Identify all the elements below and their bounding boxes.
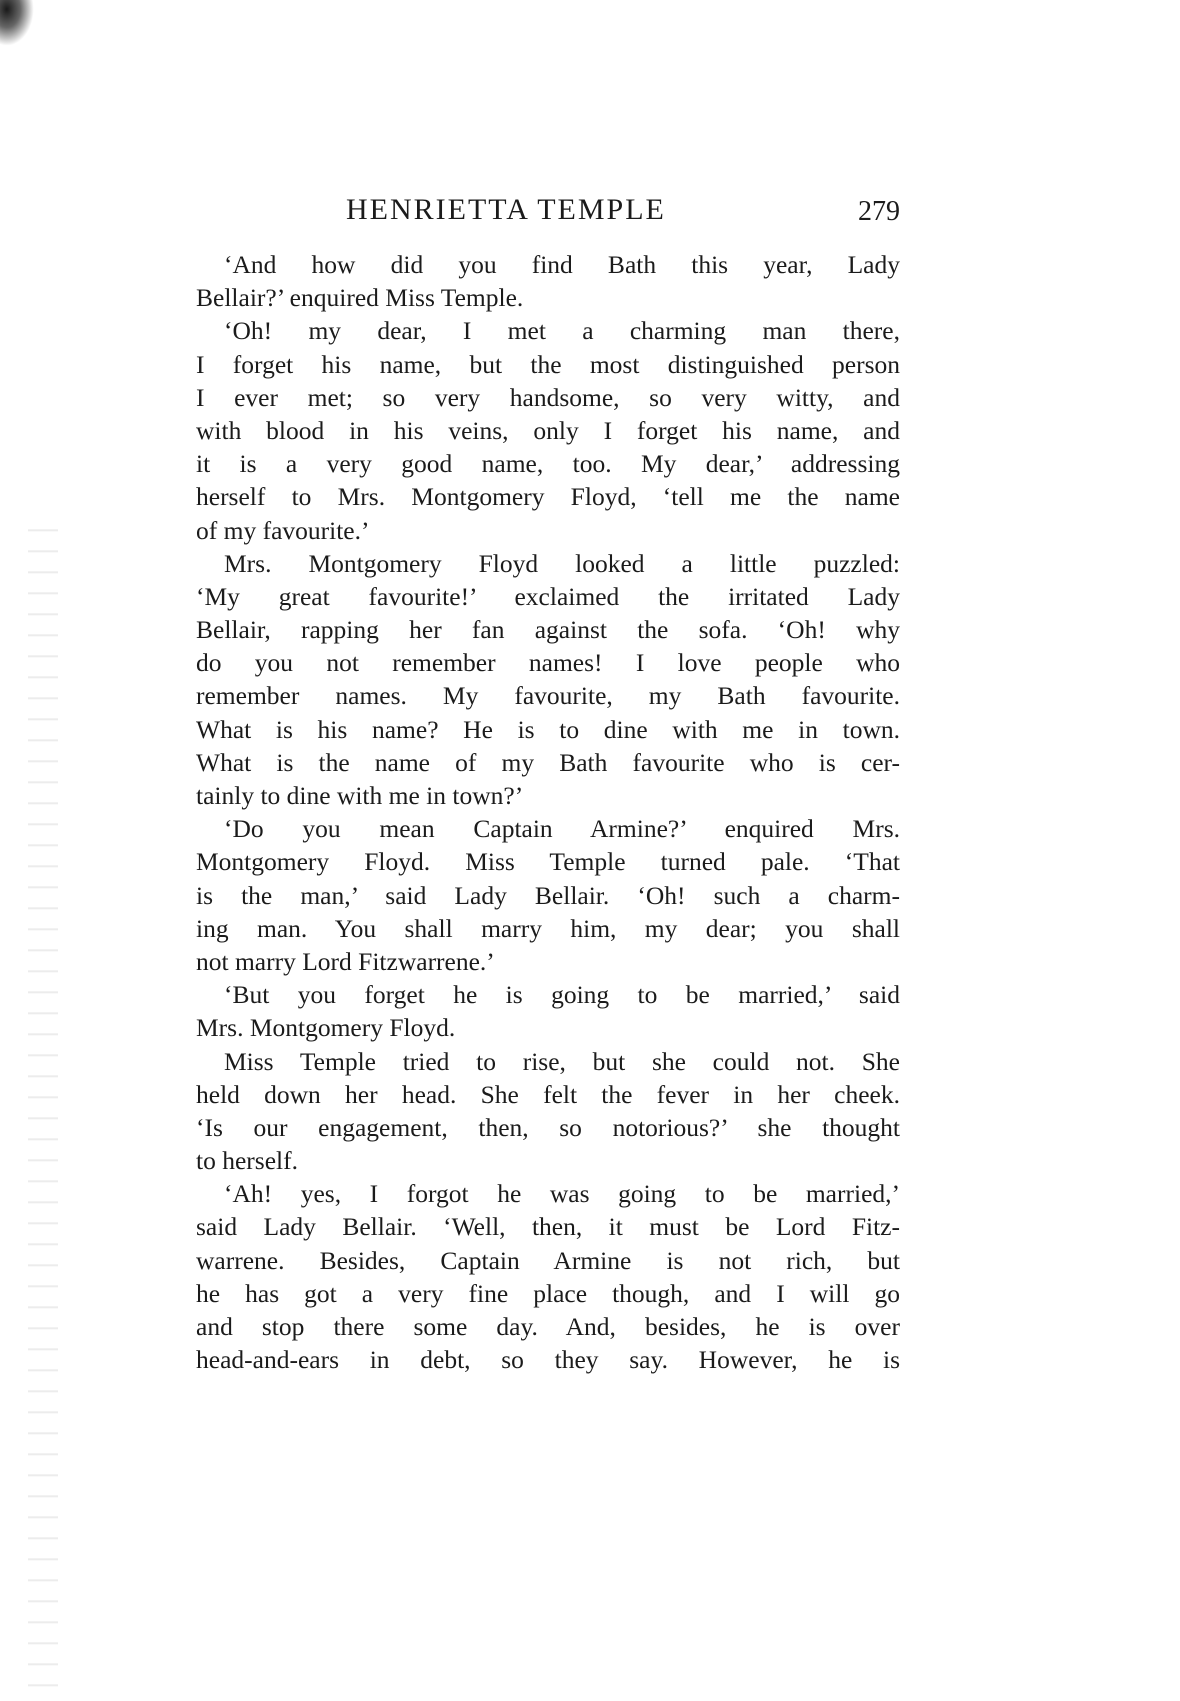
text-line: Bellair?’ enquired Miss Temple.	[196, 283, 524, 313]
text-line: ‘Is our engagement, then, so notorious?’ she thought	[196, 1112, 900, 1142]
text-line: ‘But you forget he is going to be married,’ said	[224, 980, 900, 1010]
text-line: herself to Mrs. Montgomery Floyd, ‘tell me the name	[196, 482, 900, 512]
text-line: I ever met; so very handsome, so very witty, and	[196, 382, 900, 412]
text-line: ing man. You shall marry him, my dear; you shall	[196, 913, 900, 943]
text-line: What is his name? He is to dine with me in town.	[196, 714, 900, 744]
text-line: ‘My great favourite!’ exclaimed the irritated Lady	[196, 581, 900, 611]
text-line: I forget his name, but the most distinguished person	[196, 349, 900, 379]
text-line: tainly to dine with me in town?’	[196, 781, 524, 810]
text-line: What is the name of my Bath favourite who is cer-	[196, 747, 900, 777]
text-line: ‘And how did you find Bath this year, Lady	[224, 250, 900, 279]
text-line: head-and-ears in debt, so they say. However, he is	[196, 1345, 900, 1375]
text-line: to herself.	[196, 1146, 298, 1176]
running-header	[196, 190, 900, 232]
text-line: Mrs. Montgomery Floyd looked a little puzzled:	[224, 548, 900, 578]
text-line: warrene. Besides, Captain Armine is not rich, but	[196, 1245, 900, 1275]
text-line: do you not remember names! I love people who	[196, 648, 900, 678]
running-title: HENRIETTA TEMPLE	[346, 193, 666, 226]
text-line: remember names. My favourite, my Bath favourite.	[196, 681, 900, 711]
text-line: said Lady Bellair. ‘Well, then, it must be Lord Fitz-	[196, 1212, 900, 1242]
text-line: held down her head. She felt the fever in her cheek.	[196, 1079, 900, 1109]
text-line: of my favourite.’	[196, 515, 370, 545]
body-text	[196, 248, 900, 1376]
text-line: ‘Oh! my dear, I met a charming man there,	[224, 316, 900, 346]
text-line: Bellair, rapping her fan against the sofa. ‘Oh! why	[196, 615, 900, 645]
text-line: and stop there some day. And, besides, he is over	[196, 1312, 900, 1341]
text-line: is the man,’ said Lady Bellair. ‘Oh! such a charm-	[196, 880, 900, 910]
text-line: he has got a very fine place though, and I will go	[196, 1278, 900, 1308]
text-line: Miss Temple tried to rise, but she could not. She	[224, 1046, 900, 1076]
text-line: it is a very good name, too. My dear,’ addressing	[196, 449, 900, 479]
text-line: Montgomery Floyd. Miss Temple turned pale. ‘That	[196, 847, 900, 877]
page-number: 279	[858, 196, 900, 227]
text-line: Mrs. Montgomery Floyd.	[196, 1013, 456, 1043]
scan-gutter-noise	[28, 520, 58, 1690]
scan-smudge	[0, 0, 34, 46]
text-line: not marry Lord Fitzwarrene.’	[196, 946, 495, 976]
text-line: with blood in his veins, only I forget his name, and	[196, 415, 900, 445]
text-line: ‘Do you mean Captain Armine?’ enquired Mrs.	[224, 814, 900, 844]
text-line: ‘Ah! yes, I forgot he was going to be married,’	[224, 1179, 900, 1209]
